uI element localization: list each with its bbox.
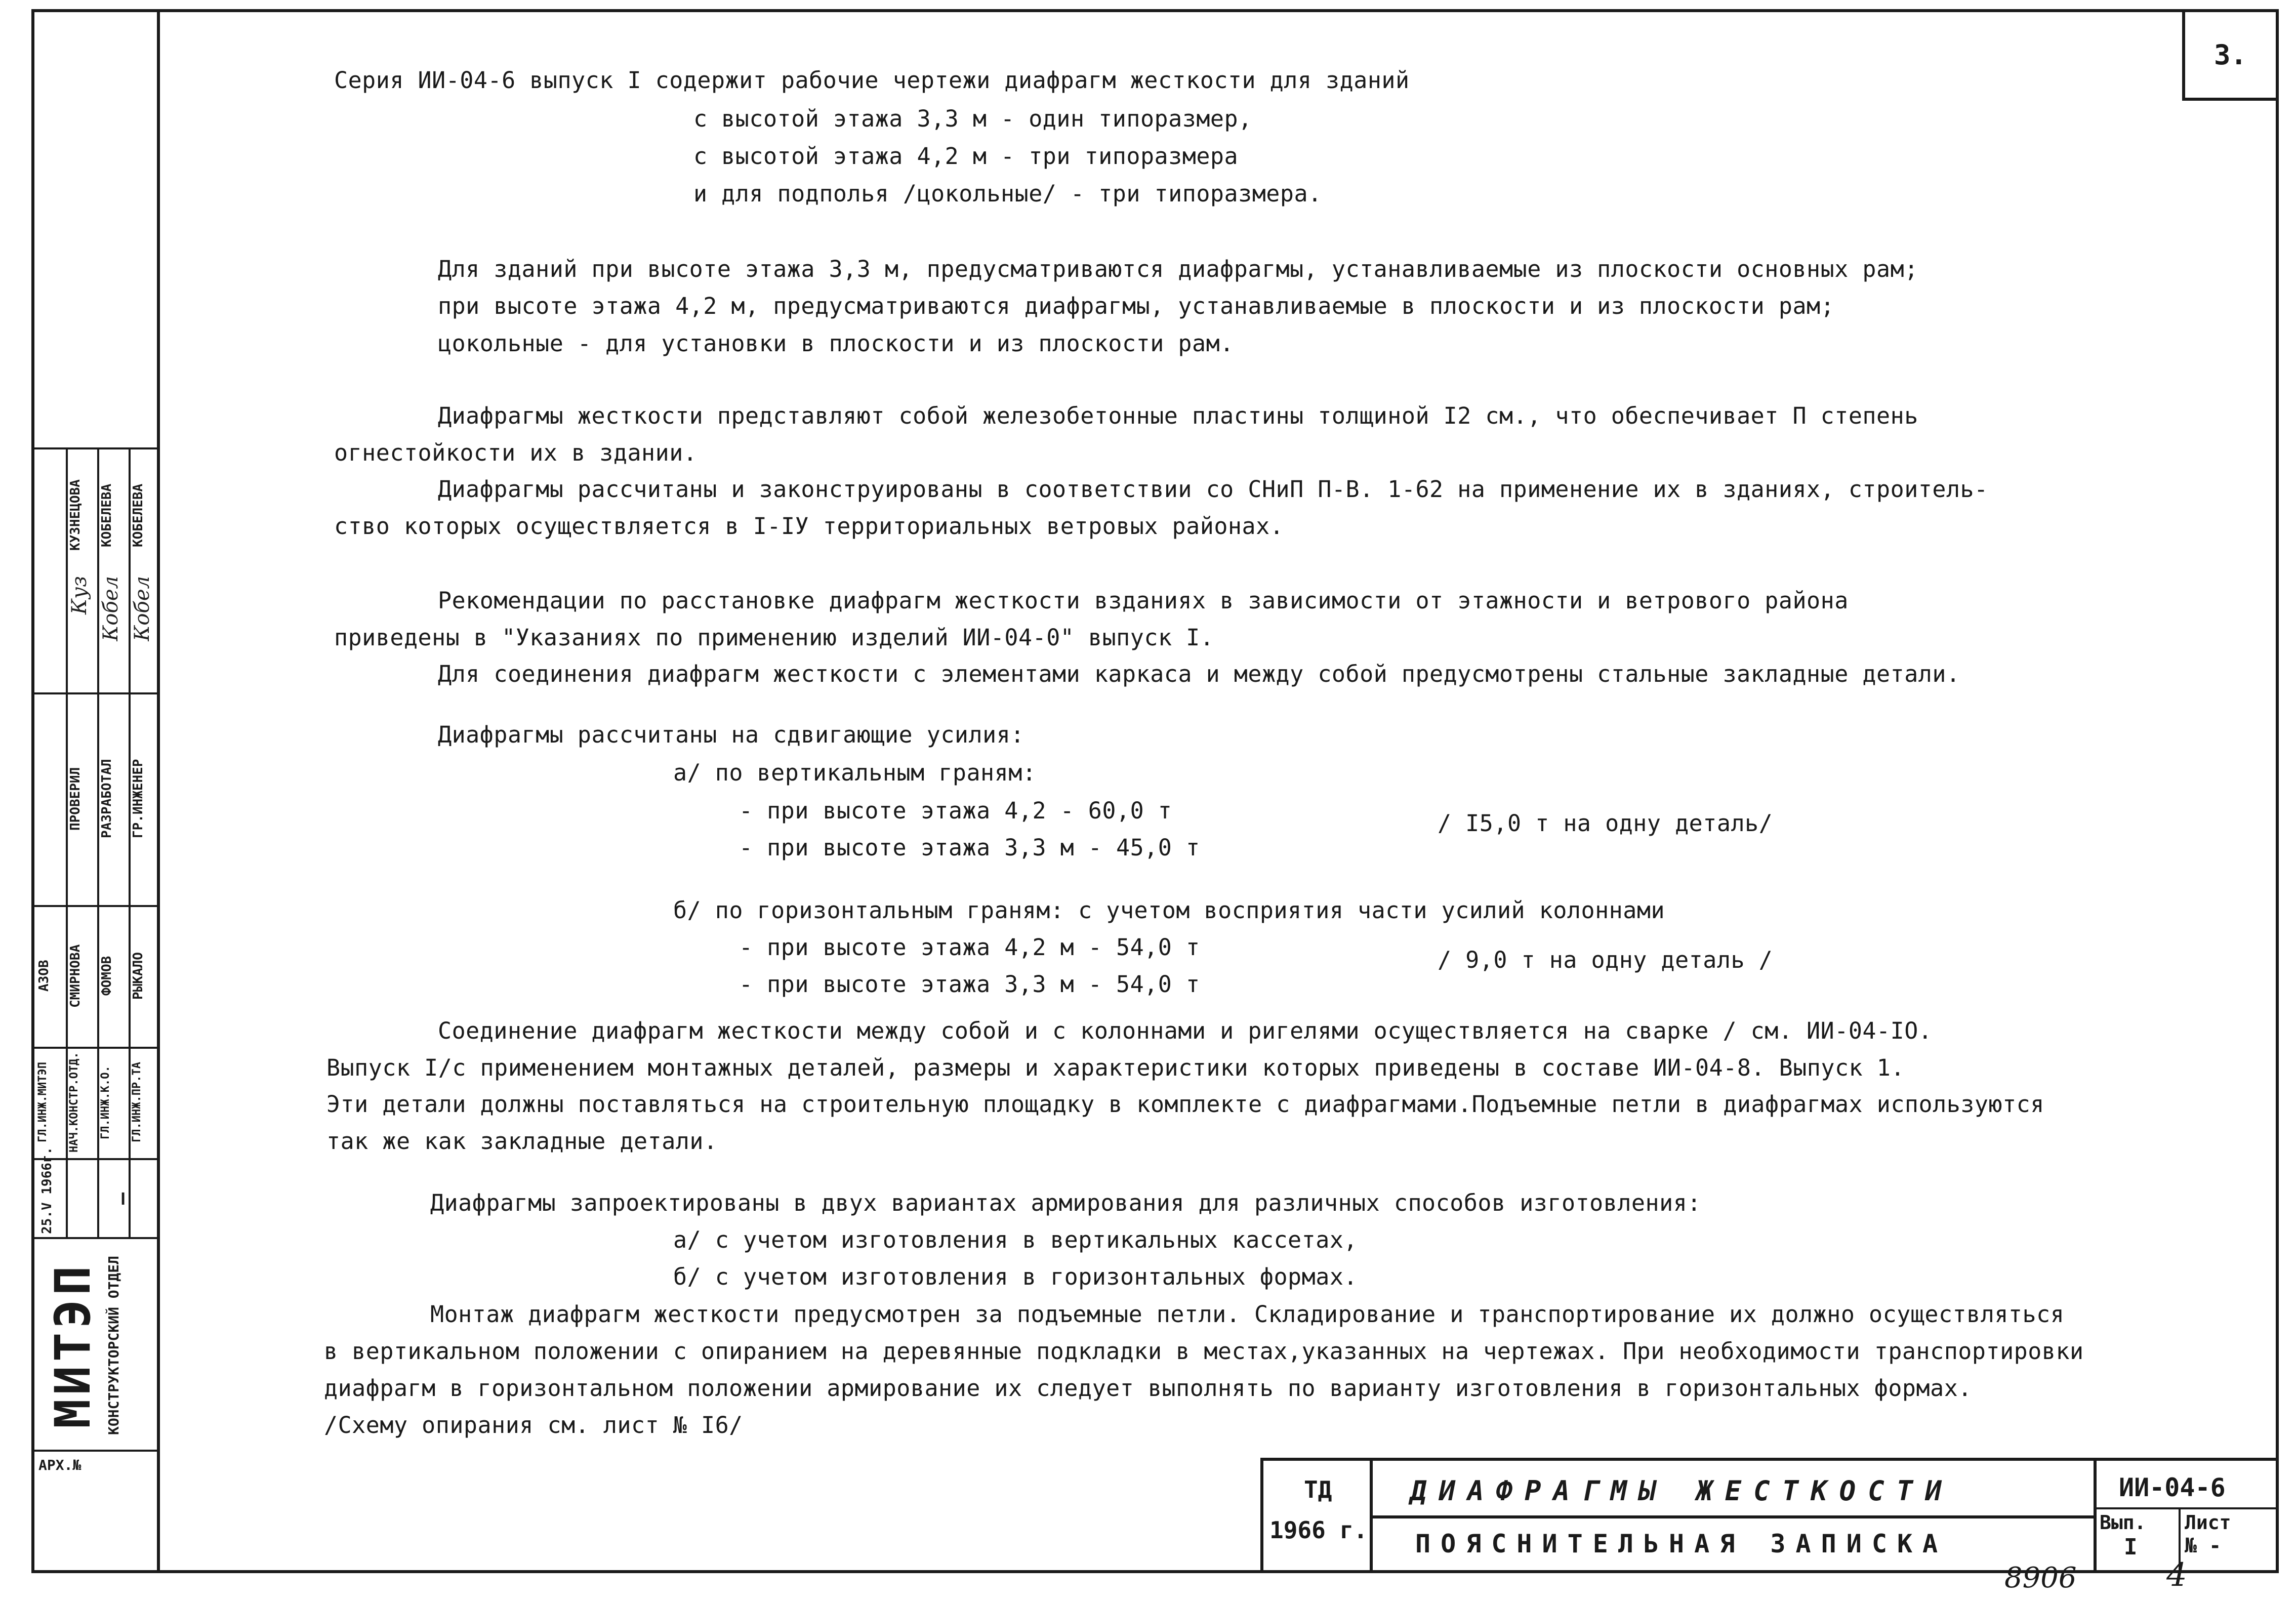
stamp-role: ГЛ.ИНЖ.ПР.ТА (131, 1062, 143, 1143)
text-line: Рекомендации по расстановке диафрагм жесткости взданиях в зависимости от этажности и ветрового района (438, 587, 1849, 614)
text-line: диафрагм в горизонтальном положении армирование их следует выполнять по варианту изготовления в горизонтальных формах. (324, 1375, 1972, 1402)
text-line: Для соединения диафрагм жесткости с элементами каркаса и между собой предусмотрены стальные закладные детали. (438, 661, 1960, 687)
stamp-date: 25.V 1966г. (39, 1146, 55, 1234)
text-line: Диафрагмы жесткости представляют собой железобетонные пластины толщиной I2 см., что обеспечивает П степень (438, 402, 1918, 429)
title-block (1260, 1458, 2279, 1573)
archive-cell (34, 1450, 157, 1502)
year-label: 1966 г. (1269, 1516, 1368, 1544)
text-line: Для зданий при высоте этажа 3,3 м, предусматриваются диафрагмы, устанавливаемые из плоскости основных рам; (438, 256, 1918, 282)
stamp-role: ПРОВЕРИЛ (68, 767, 83, 831)
text-line: Монтаж диафрагм жесткости предусмотрен за подъемные петли. Складирование и транспортирование их должно осуществляться (430, 1301, 2065, 1328)
signature-image: Куз (68, 576, 91, 614)
org-name: МИТЭП (45, 1262, 101, 1429)
signature-image: Кобел (131, 576, 154, 641)
title-divider (1370, 1515, 2094, 1518)
handwritten-archive-number: 8906 (2004, 1562, 2077, 1594)
text-line: огнестойкости их в здании. (334, 439, 698, 466)
text-line: Серия ИИ-04-6 выпуск I содержит рабочие чертежи диафрагм жесткости для зданий (334, 67, 1410, 94)
stamp-role: НАЧ.КОНСТР.ОТД. (68, 1052, 80, 1153)
text-line: Эти детали должны поставляться на строительную площадку в комплекте с диафрагмами.Подъемные петли в диафрагмах используются (326, 1091, 2044, 1118)
stamp-role: РАЗРАБОТАЛ (99, 759, 114, 839)
text-line: / 9,0 т на одну деталь / (1438, 947, 1773, 973)
stamp-name: КУЗНЕЦОВА (68, 479, 83, 551)
text-line: в вертикальном положении с опиранием на деревянные подкладки в местах,указанных на чертежах. При необходимости транспортировки (324, 1338, 2084, 1365)
stamp-divider (34, 1047, 157, 1049)
left-stamp (31, 9, 157, 1573)
text-line: при высоте этажа 4,2 м, предусматриваются диафрагмы, устанавливаемые в плоскости и из плоскости рам; (438, 293, 1835, 319)
stamp-divider (34, 692, 157, 694)
series-code: ИИ-04-6 (2119, 1473, 2226, 1502)
handwritten-page-number: 4 (2166, 1556, 2187, 1594)
text-line: б/ по горизонтальным граням: с учетом восприятия части усилий колоннами (673, 897, 1665, 924)
stamp-role: ГЛ.ИНЖ.МИТЭП (36, 1062, 49, 1143)
stamp-name: КОБЕЛЕВА (99, 483, 114, 547)
text-line: с высотой этажа 3,3 м - один типоразмер, (693, 105, 1252, 132)
text-line: Соединение диафрагм жесткости между собой и с колоннами и ригелями осуществляется на сварке / см. ИИ-04-IO. (438, 1017, 1933, 1044)
stamp-name: РЫКАЛО (131, 952, 146, 1000)
text-line: и для подполья /цокольные/ - три типоразмера. (693, 180, 1322, 207)
text-line: так же как закладные детали. (326, 1128, 718, 1155)
stamp-name: СМИРНОВА (68, 944, 83, 1008)
text-line: Выпуск I/с применением монтажных деталей, размеры и характеристики которых приведены в составе ИИ-04-8. Выпуск 1. (326, 1054, 1905, 1081)
vyp-value: I (2124, 1534, 2138, 1560)
sheet-number: 3. (2182, 12, 2276, 101)
stamp-dash: — (110, 1192, 134, 1205)
text-line: а/ по вертикальным граням: (673, 759, 1037, 786)
stamp-name: КОБЕЛЕВА (131, 483, 146, 547)
text-line: Диафрагмы рассчитаны на сдвигающие усилия: (438, 721, 1024, 748)
text-line: - при высоте этажа 4,2 м - 54,0 т (739, 934, 1200, 961)
stamp-role: ГЛ.ИНЖ.К.О. (99, 1065, 112, 1139)
stamp-name: ФОМОВ (99, 956, 114, 996)
stamp-role: ГР.ИНЖЕНЕР (131, 759, 146, 839)
text-line: Диафрагмы рассчитаны и законструированы в соответствии со СНиП П-В. 1-62 на применение их в зданиях, строитель- (438, 476, 1988, 503)
drawing-subtitle: ПОЯСНИТЕЛЬНАЯ ЗАПИСКА (1415, 1529, 1948, 1558)
text-line: с высотой этажа 4,2 м - три типоразмера (693, 143, 1239, 170)
stamp-blank-area (34, 12, 157, 447)
text-line: а/ с учетом изготовления в вертикальных кассетах, (673, 1226, 1358, 1253)
stamp-divider (34, 905, 157, 907)
text-line: - при высоте этажа 3,3 м - 54,0 т (739, 971, 1200, 998)
text-line: - при высоте этажа 4,2 - 60,0 т (739, 797, 1172, 824)
text-line: Диафрагмы запроектированы в двух вариантах армирования для различных способов изготовления: (430, 1189, 1701, 1216)
text-line: б/ с учетом изготовления в горизонтальных формах. (673, 1263, 1358, 1290)
drawing-title: ДИАФРАГМЫ ЖЕСТКОСТИ (1410, 1475, 1954, 1507)
stamp-name: АЗОВ (36, 960, 52, 992)
text-line: цокольные - для установки в плоскости и из плоскости рам. (438, 330, 1234, 357)
stamp-signature-grid (34, 447, 157, 1239)
text-line: / I5,0 т на одну деталь/ (1438, 810, 1773, 837)
td-label: ТД (1304, 1476, 1332, 1503)
signature-image: Кобел (99, 576, 122, 641)
stamp-organization (34, 1237, 157, 1452)
text-line: приведены в "Указаниях по применению изделий ИИ-04-0" выпуск I. (334, 624, 1214, 651)
title-divider (2094, 1461, 2097, 1573)
org-department: КОНСТРУКТОРСКИЙ ОТДЕЛ (105, 1256, 122, 1435)
list-label: Лист (2185, 1511, 2231, 1534)
text-line: - при высоте этажа 3,3 м - 45,0 т (739, 834, 1200, 861)
text-line: ство которых осуществляется в I-IУ территориальных ветровых районах. (334, 513, 1284, 540)
title-divider (2094, 1507, 2279, 1509)
archive-label: АРХ.№ (38, 1457, 81, 1473)
list-value: № - (2185, 1534, 2222, 1557)
text-line: /Схему опирания см. лист № I6/ (324, 1412, 743, 1439)
vyp-label: Вып. (2100, 1511, 2146, 1534)
